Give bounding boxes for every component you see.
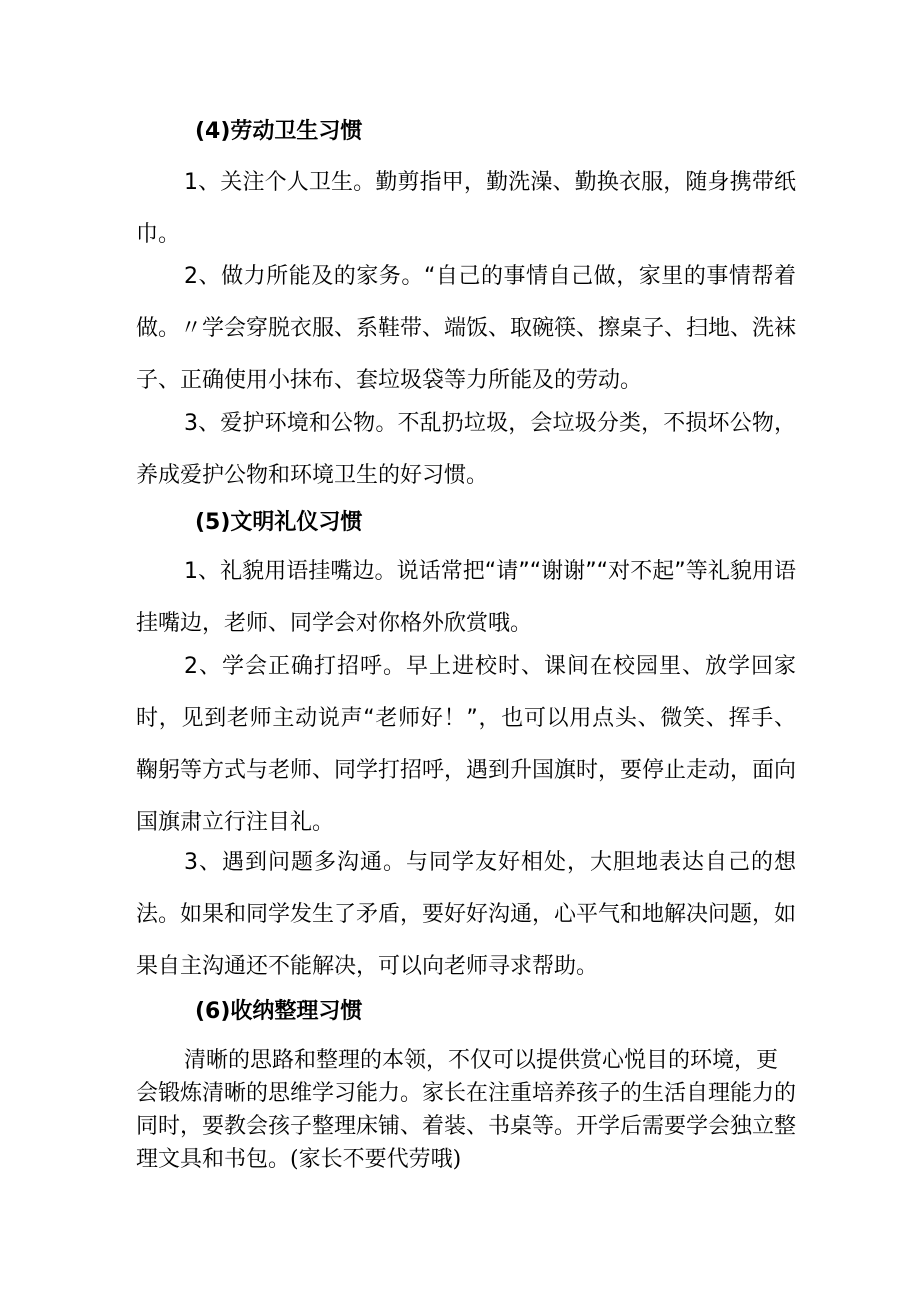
paragraph-organizing: 清晰的思路和整理的本领，不仅可以提供赏心悦目的环境，更会锻炼清晰的思维学习能力。家长在注重培养孩子的生活自理能力的同时，要教会孩子整理床铺、着装、书桌等。开学后需要学会独立整理文具和书包。(家长不要代劳哦) — [136, 1048, 797, 1172]
paragraph-protect-environment: 3、爱护环境和公物。不乱扔垃圾，会垃圾分类，不损坏公物，养成爱护公物和环境卫生的好习惯。 — [136, 411, 796, 488]
section-heading-etiquette: (5)文明礼仪习惯 — [195, 510, 363, 535]
section-heading-organizing: (6)收纳整理习惯 — [195, 999, 363, 1024]
paragraph-communication: 3、遇到问题多沟通。与同学友好相处，大胆地表达自己的想法。如果和同学发生了矛盾，要好好沟通，心平气和地解决问题，如果自主沟通还不能解决，可以向老师寻求帮助。 — [136, 850, 797, 979]
paragraph-greeting: 2、学会正确打招呼。早上进校时、课间在校园里、放学回家时，见到老师主动说声“老师好！”，也可以用点头、微笑、挥手、鞠躬等方式与老师、同学打招呼，遇到升国旗时，要停止走动，面向国旗肃立行注目礼。 — [136, 654, 797, 835]
paragraph-personal-hygiene: 1、关注个人卫生。勤剪指甲，勤洗澡、勤换衣服，随身携带纸巾。 — [136, 170, 796, 247]
paragraph-housework: 2、做力所能及的家务。“自己的事情自己做，家里的事情帮着做。〃学会穿脱衣服、系鞋带、端饭、取碗筷、擦桌子、扫地、洗袜子、正确使用小抹布、套垃圾袋等力所能及的劳动。 — [136, 264, 797, 393]
paragraph-polite-language: 1、礼貌用语挂嘴边。说话常把“请”“谢谢”“对不起”等礼貌用语挂嘴边，老师、同学会对你格外欣赏哦。 — [136, 559, 796, 636]
section-heading-labor-hygiene: (4)劳动卫生习惯 — [195, 119, 363, 144]
